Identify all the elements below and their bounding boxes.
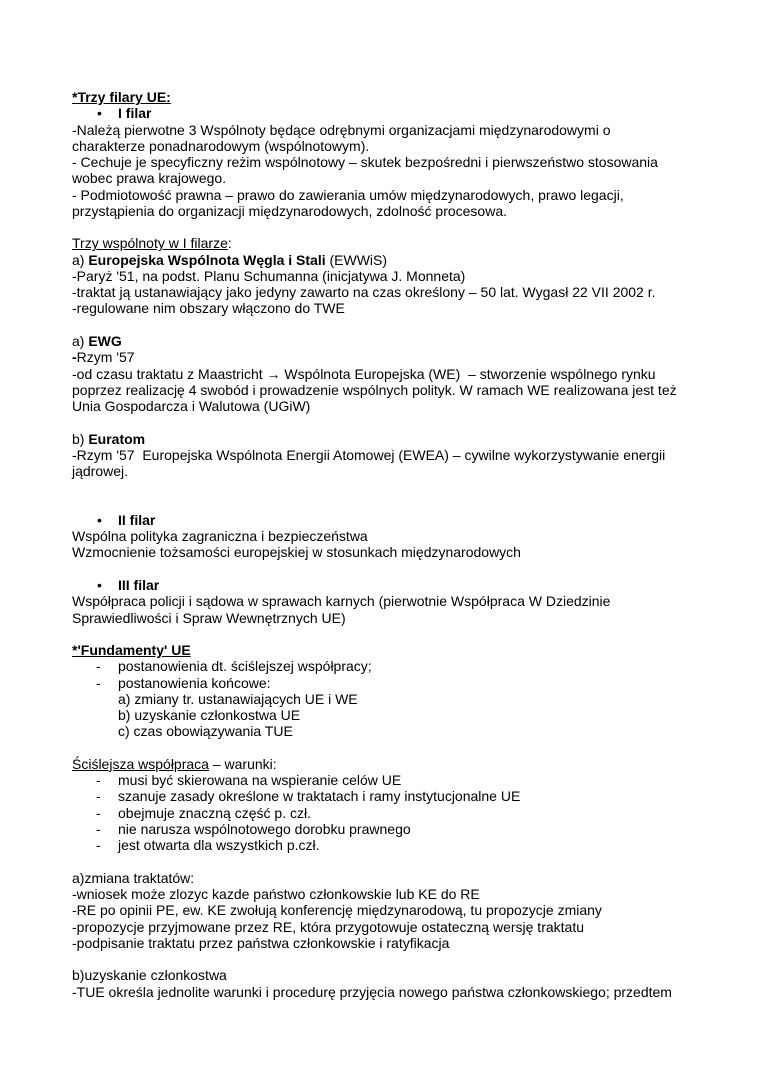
- pillar-2-heading: [0, 512, 760, 528]
- pillar-3-text-line: [0, 610, 760, 626]
- treaty-amendment-heading-text: a)zmiana traktatów:: [72, 869, 195, 886]
- pillar-1-text: charakterze ponadnarodowym (wspólnotowym).: [72, 137, 370, 154]
- dash-marker: -: [96, 820, 101, 837]
- final-provision-item: [0, 691, 760, 707]
- ecsc-note-line: [0, 268, 760, 284]
- treaty-amendment-step-text: -propozycje przyjmowane przez RE, która przygotowuje ostateczną wersję traktatu: [72, 918, 584, 935]
- dash-marker: -: [96, 837, 101, 854]
- fundamentals-heading-text: *'Fundamenty' UE: [72, 642, 191, 659]
- treaty-amendment-step: [0, 919, 760, 935]
- dash-marker: -: [96, 772, 101, 789]
- closer-cooperation-heading-text: Ściślejsza współpraca: [72, 755, 209, 772]
- pillar-1-text: -Należą pierwotne 3 Wspólnoty będące odrębnymi organizacjami międzynarodowymi o: [72, 121, 611, 138]
- condition-text: nie narusza wspólnotowego dorobku prawnego: [118, 820, 411, 837]
- bullet-icon: •: [97, 576, 102, 593]
- treaty-amendment-heading: [0, 870, 760, 886]
- pillar-2-text-line: [0, 528, 760, 544]
- pillar-1-text: - Cechuje je specyficzny reżim wspólnotowy – skutek bezpośredni i pierwszeństwo stosowania: [72, 154, 658, 171]
- pillar-1-text-line: [0, 154, 760, 170]
- dash-marker: -: [96, 788, 101, 805]
- spacer: [0, 853, 760, 869]
- euratom-title: [0, 431, 760, 447]
- ecsc-prefix: a): [72, 251, 89, 268]
- pillar-1-text-line: [0, 187, 760, 203]
- fundamentals-heading: [0, 642, 760, 658]
- condition-item: [0, 821, 760, 837]
- condition-text: szanuje zasady określone w traktatach i ramy instytucjonalne UE: [118, 788, 521, 805]
- condition-item: [0, 772, 760, 788]
- treaty-amendment-step-text: -wniosek może zlozyc kazde państwo członkowskie lub KE do RE: [72, 886, 480, 903]
- pillar-2-text: Wspólna polityka zagraniczna i bezpieczeństwa: [72, 528, 368, 545]
- ecsc-title: [0, 252, 760, 268]
- membership-heading-text: b)uzyskanie członkostwa: [72, 967, 227, 984]
- eec-note: Unia Gospodarcza i Walutowa (UGiW): [72, 398, 311, 415]
- spacer: [0, 496, 760, 512]
- fundamentals-item: [0, 658, 760, 674]
- euratom-note: -Rzym '57 Europejska Wspólnota Energii Atomowej (EWEA) – cywilne wykorzystywanie energii: [72, 446, 666, 463]
- pillar-1-heading: [0, 105, 760, 121]
- eec-note-line: [0, 382, 760, 398]
- spacer: [0, 479, 760, 495]
- final-provision-text: a) zmiany tr. ustanawiających UE i WE: [118, 690, 358, 707]
- eec-title: [0, 333, 760, 349]
- final-provision-text: c) czas obowiązywania TUE: [118, 723, 293, 740]
- three-pillars-heading-text: *Trzy filary UE:: [72, 89, 171, 105]
- fundamentals-item: [0, 675, 760, 691]
- eec-note: poprzez realizację 4 swobód i prowadzenie wspólnych polityk. W ramach WE realizowana jest też: [72, 381, 677, 398]
- eec-note-line: [0, 366, 760, 382]
- bullet-icon: •: [97, 105, 102, 122]
- closer-cooperation-heading: [0, 756, 760, 772]
- membership-text-line: [0, 984, 760, 1000]
- fundamentals-item-text: postanowienia dt. ściślejszej współpracy;: [118, 658, 372, 675]
- three-pillars-heading: [0, 89, 760, 105]
- pillar-1-text: - Podmiotowość prawna – prawo do zawierania umów międzynarodowych, prawo legacji,: [72, 186, 624, 203]
- ecsc-note-line: [0, 284, 760, 300]
- communities-heading: [0, 235, 760, 251]
- pillar-1-text-line: [0, 170, 760, 186]
- communities-heading-text: Trzy wspólnoty w I filarze: [72, 235, 228, 252]
- treaty-amendment-step: [0, 902, 760, 918]
- eec-origin: Rzym '57: [76, 349, 135, 366]
- condition-item: [0, 805, 760, 821]
- treaty-amendment-step-text: -podpisanie traktatu przez państwa członkowskie i ratyfikacja: [72, 934, 450, 951]
- ecsc-note: -regulowane nim obszary włączono do TWE: [72, 300, 345, 317]
- pillar-3-text-line: [0, 593, 760, 609]
- condition-text: musi być skierowana na wspieranie celów UE: [118, 772, 402, 789]
- euratom-name: Euratom: [88, 430, 146, 447]
- spacer: [0, 561, 760, 577]
- membership-heading: [0, 967, 760, 983]
- eec-origin-line: [0, 349, 760, 365]
- spacer: [0, 626, 760, 642]
- pillar-1-text: wobec prawa krajowego.: [72, 170, 227, 187]
- final-provision-item: [0, 707, 760, 723]
- euratom-note: jądrowej.: [72, 463, 129, 480]
- condition-text: obejmuje znaczną część p. czł.: [118, 804, 311, 821]
- spacer: [0, 414, 760, 430]
- pillar-3-text: Współpraca policji i sądowa w sprawach karnych (pierwotnie Współpraca W Dziedzinie: [72, 593, 611, 610]
- spacer: [0, 740, 760, 756]
- euratom-prefix: b): [72, 430, 89, 447]
- euratom-note-line: [0, 447, 760, 463]
- ecsc-name: Europejska Wspólnota Węgla i Stali: [88, 251, 326, 268]
- dash-marker: -: [96, 658, 101, 675]
- pillar-2-label: II filar: [118, 511, 156, 528]
- condition-item: [0, 837, 760, 853]
- eec-origin-dash: -: [72, 349, 77, 366]
- spacer: [0, 951, 760, 967]
- pillar-3-label: III filar: [118, 576, 160, 593]
- fundamentals-item-text: postanowienia końcowe:: [118, 674, 271, 691]
- final-provision-text: b) uzyskanie członkostwa UE: [118, 707, 301, 724]
- final-provision-item: [0, 723, 760, 739]
- ecsc-note: -traktat ją ustanawiający jako jedyny zawarto na czas określony – 50 lat. Wygasł 22 VII 2002 r.: [72, 284, 656, 301]
- pillar-1-text-line: [0, 122, 760, 138]
- treaty-amendment-step-text: -RE po opinii PE, ew. KE zwołują konferencję międzynarodową, tu propozycje zmiany: [72, 902, 602, 919]
- closer-cooperation-heading-suffix: – warunki:: [208, 755, 277, 772]
- eec-note-line: [0, 398, 760, 414]
- condition-item: [0, 788, 760, 804]
- euratom-note-line: [0, 463, 760, 479]
- pillar-3-heading: [0, 577, 760, 593]
- spacer: [0, 317, 760, 333]
- ecsc-abbreviation: (EWWiS): [325, 251, 388, 268]
- ecsc-note-line: [0, 300, 760, 316]
- ecsc-note: -Paryż '51, na podst. Planu Schumanna (inicjatywa J. Monneta): [72, 267, 466, 284]
- pillar-1-text-line: [0, 138, 760, 154]
- treaty-amendment-step: [0, 886, 760, 902]
- eec-prefix: a): [72, 332, 89, 349]
- bullet-icon: •: [97, 511, 102, 528]
- treaty-amendment-step: [0, 935, 760, 951]
- eec-note: -od czasu traktatu z Maastricht → Wspólnota Europejska (WE) – stworzenie wspólnego rynku: [72, 365, 656, 382]
- eec-name: EWG: [88, 332, 122, 349]
- pillar-3-text: Sprawiedliwości i Spraw Wewnętrznych UE): [72, 609, 346, 626]
- spacer: [0, 219, 760, 235]
- condition-text: jest otwarta dla wszystkich p.czł.: [118, 837, 320, 854]
- dash-marker: -: [96, 804, 101, 821]
- pillar-1-text-line: [0, 203, 760, 219]
- pillar-1-label: I filar: [118, 105, 152, 122]
- membership-text: -TUE określa jednolite warunki i procedurę przyjęcia nowego państwa członkowskiego; przedtem: [72, 983, 672, 1000]
- communities-heading-colon: :: [227, 235, 232, 252]
- pillar-2-text-line: [0, 544, 760, 560]
- pillar-2-text: Wzmocnienie tożsamości europejskiej w stosunkach międzynarodowych: [72, 544, 521, 561]
- pillar-1-text: przystąpienia do organizacji międzynarodowych, zdolność procesowa.: [72, 202, 508, 219]
- dash-marker: -: [96, 674, 101, 691]
